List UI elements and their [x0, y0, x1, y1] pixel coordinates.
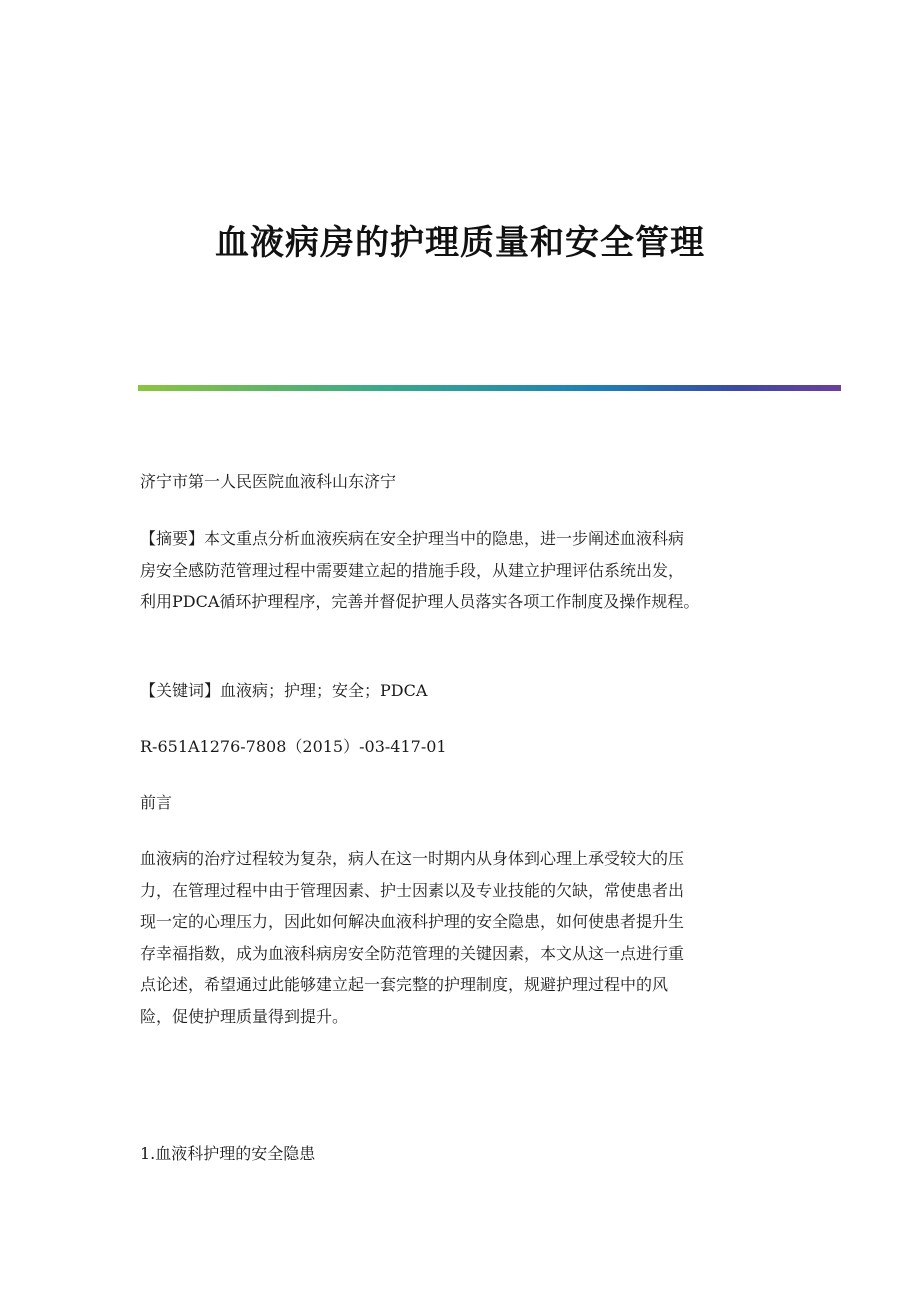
abstract-line: 利用PDCA循环护理程序，完善并督促护理人员落实各项工作制度及操作规程。: [140, 592, 700, 611]
preface-line: 力，在管理过程中由于管理因素、护士因素以及专业技能的欠缺，常使患者出: [140, 880, 685, 900]
abstract-line: 【摘要】本文重点分析血液疾病在安全护理当中的隐患，进一步阐述血液科病: [140, 529, 685, 548]
abstract-line: 房安全感防范管理过程中需要建立起的措施手段，从建立护理评估系统出发，: [140, 560, 685, 580]
preface-line: 险，促使护理质量得到提升。: [140, 1006, 349, 1026]
preface-line: 存幸福指数，成为血液科病房安全防范管理的关键因素，本文从这一点进行重: [140, 943, 685, 963]
preface-line: 血液病的治疗过程较为复杂，病人在这一时期内从身体到心理上承受较大的压: [140, 849, 685, 868]
abstract: [140, 523, 780, 618]
affiliation: 济宁市第一人民医院血液科山东济宁: [140, 472, 397, 491]
preface-line: 现一定的心理压力，因此如何解决血液科护理的安全隐患，如何使患者提升生: [140, 912, 685, 931]
preface-paragraph: [140, 843, 780, 1032]
classification-number: R-651A1276-7808（2015）-03-417-01: [140, 737, 447, 756]
title-divider: [138, 385, 841, 391]
preface-heading: 前言: [140, 793, 173, 812]
keywords: 【关键词】血液病；护理；安全；PDCA: [140, 681, 428, 700]
document-title: 血液病房的护理质量和安全管理: [215, 223, 705, 263]
section-heading: 1.血液科护理的安全隐患: [140, 1144, 316, 1163]
preface-line: 点论述，希望通过此能够建立起一套完整的护理制度，规避护理过程中的风: [140, 975, 669, 994]
